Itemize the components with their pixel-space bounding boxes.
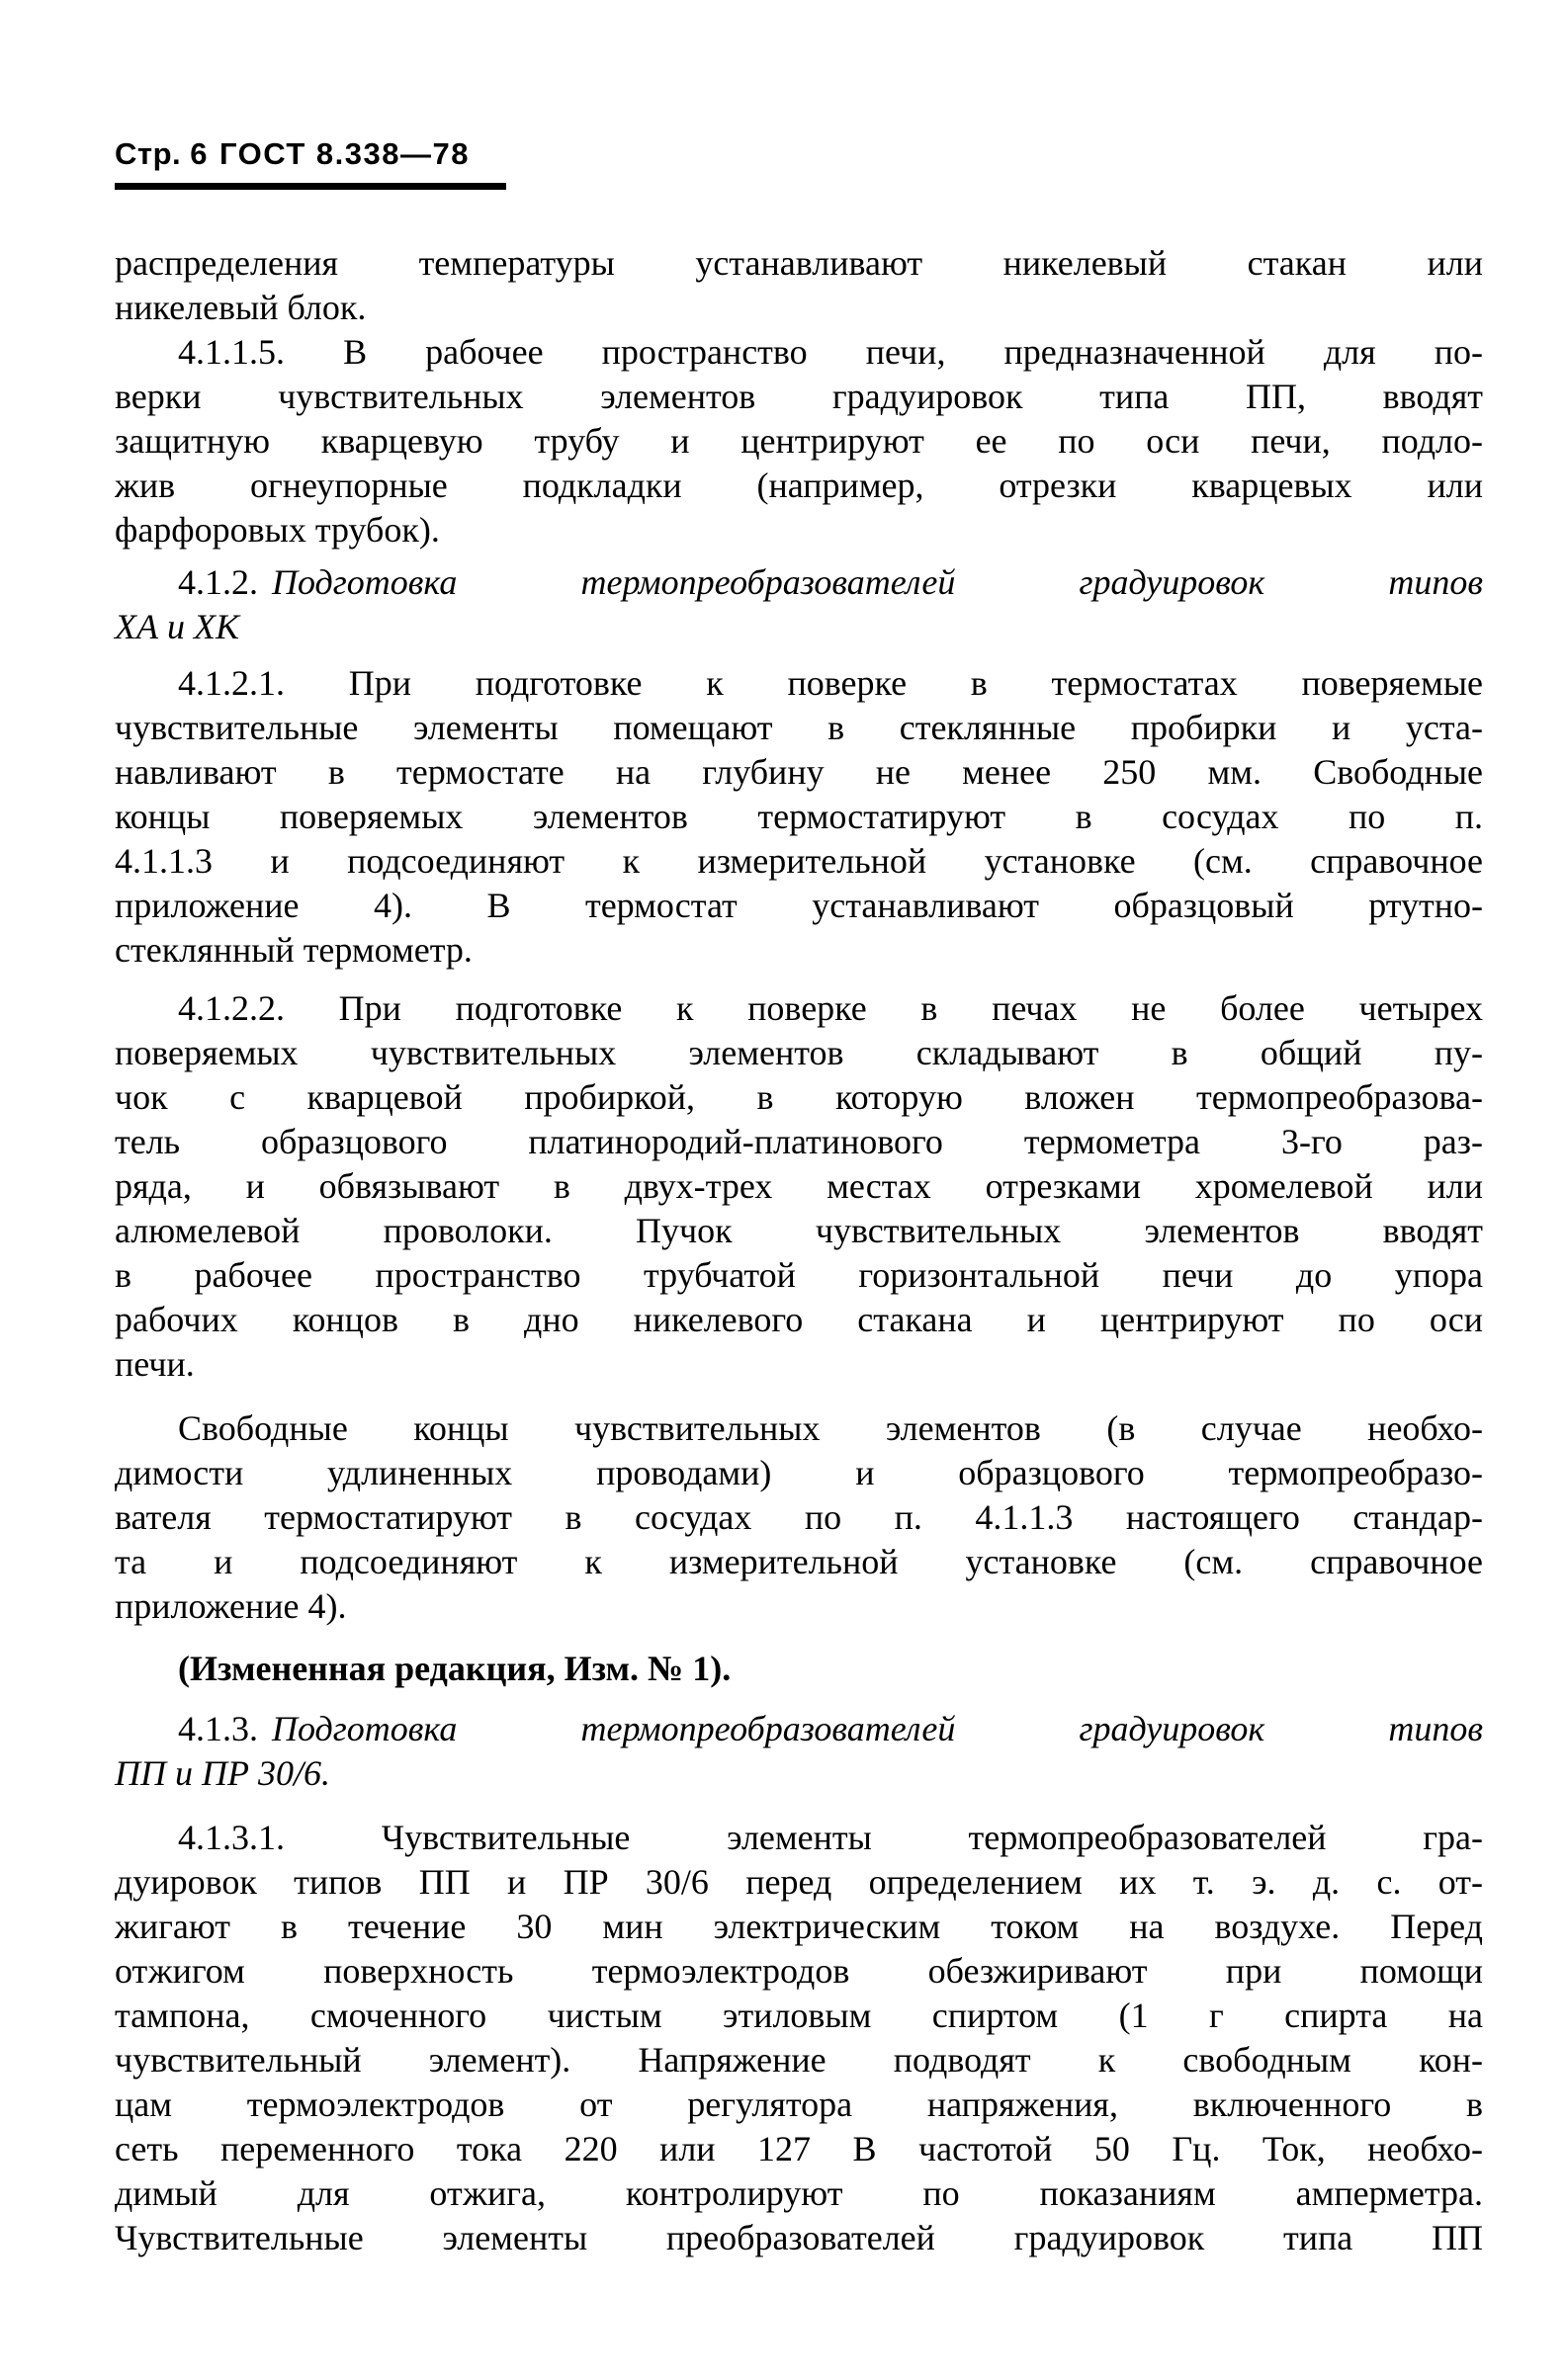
text-line: концы поверяемых элементов термостатируют в сосудах по п. <box>115 797 1483 836</box>
text-line <box>115 560 1483 605</box>
para-4-1-3-1 <box>115 1816 1483 2260</box>
clause-number: 4.1.3. <box>178 1709 258 1748</box>
text-line: ХА и ХК <box>115 607 239 646</box>
text-line: вателя термостатируют в сосудах по п. 4.1.1.3 настоящего стандар- <box>115 1497 1483 1537</box>
running-head <box>115 136 1483 172</box>
text-line: чок с кварцевой пробиркой, в которую вложен термопреобразова- <box>115 1077 1483 1117</box>
text-line: ПП и ПР 30/6. <box>115 1753 330 1793</box>
text-line: рабочих концов в дно никелевого стакана и центрируют по оси <box>115 1300 1483 1339</box>
para-heading-4-1-2 <box>115 560 1483 649</box>
text-line: жив огнеупорные подкладки (например, отрезки кварцевых или <box>115 466 1483 505</box>
text-line: распределения температуры устанавливают никелевый стакан или <box>115 243 1483 283</box>
text-line: приложение 4). <box>115 1586 347 1626</box>
text-line: тампона, смоченного чистым этиловым спиртом (1 г спирта на <box>115 1996 1483 2035</box>
text-line: Свободные концы чувствительных элементов (в случае необхо- <box>178 1408 1483 1448</box>
text-line: печи. <box>115 1344 195 1384</box>
text-line: отжигом поверхность термоэлектродов обезжиривают при помощи <box>115 1951 1483 1991</box>
text-line: (Измененная редакция, Изм. № 1). <box>178 1649 732 1688</box>
text-line: та и подсоединяют к измерительной установке (см. справочное <box>115 1542 1483 1581</box>
text-line: навливают в термостате на глубину не менее 250 мм. Свободные <box>115 752 1483 792</box>
text-line: стеклянный термометр. <box>115 930 473 970</box>
para-amendment-note <box>115 1647 1483 1691</box>
text-line <box>115 1707 1483 1751</box>
text-line: димости удлиненных проводами) и образцового термопреобразо- <box>115 1453 1483 1492</box>
text-line: Чувствительные элементы преобразователей градуировок типа ПП <box>115 2218 1483 2257</box>
text-line: дуировок типов ПП и ПР 30/6 перед определением их т. э. д. с. от- <box>115 1862 1483 1902</box>
text-line: 4.1.2.1. При подготовке к поверке в термостатах поверяемые <box>178 663 1483 703</box>
page-header <box>115 136 1483 190</box>
text-line: в рабочее пространство трубчатой горизонтальной печи до упора <box>115 1255 1483 1295</box>
text-line: 4.1.1.3 и подсоединяют к измерительной установке (см. справочное <box>115 841 1483 881</box>
text-line: ряда, и обвязывают в двух-трех местах отрезками хромелевой или <box>115 1166 1483 1206</box>
heading-text: Подготовка термопреобразователей градуировок типов <box>272 562 1483 602</box>
text-line: чувствительные элементы помещают в стеклянные пробирки и уста- <box>115 708 1483 747</box>
text-line: 4.1.3.1. Чувствительные элементы термопреобразователей гра- <box>178 1818 1483 1857</box>
para-free-ends <box>115 1406 1483 1629</box>
para-4-1-2-1 <box>115 661 1483 973</box>
text-line: димый для отжига, контролируют по показаниям амперметра. <box>115 2173 1483 2213</box>
text-line: сеть переменного тока 220 или 127 В частотой 50 Гц. Ток, необхо- <box>115 2129 1483 2168</box>
text-line: никелевый блок. <box>115 288 367 327</box>
document-id: ГОСТ 8.338—78 <box>218 136 470 171</box>
text-line: верки чувствительных элементов градуировок типа ПП, вводят <box>115 377 1483 416</box>
text-line: алюмелевой проволоки. Пучок чувствительных элементов вводят <box>115 1211 1483 1250</box>
text-line: защитную кварцевую трубу и центрируют ее по оси печи, подло- <box>115 421 1483 461</box>
para-4-1-2-2 <box>115 986 1483 1387</box>
document-body <box>115 241 1483 2260</box>
page-number-label: Стр. 6 <box>115 136 208 171</box>
text-line: поверяемых чувствительных элементов складывают в общий пу- <box>115 1033 1483 1072</box>
text-line: 4.1.1.5. В рабочее пространство печи, предназначенной для по- <box>178 332 1483 372</box>
para-heading-4-1-3 <box>115 1707 1483 1796</box>
text-line: фарфоровых трубок). <box>115 510 440 550</box>
text-line: тель образцового платинородий-платинового термометра 3-го раз- <box>115 1122 1483 1161</box>
clause-number: 4.1.2. <box>178 562 258 602</box>
para-continuation <box>115 241 1483 330</box>
text-line: приложение 4). В термостат устанавливают образцовый ртутно- <box>115 886 1483 925</box>
text-line: жигают в течение 30 мин электрическим током на воздухе. Перед <box>115 1907 1483 1946</box>
header-rule <box>115 183 506 190</box>
para-4-1-1-5 <box>115 330 1483 552</box>
text-line: чувствительный элемент). Напряжение подводят к свободным кон- <box>115 2040 1483 2080</box>
text-line: цам термоэлектродов от регулятора напряжения, включенного в <box>115 2084 1483 2124</box>
heading-text: Подготовка термопреобразователей градуировок типов <box>272 1709 1483 1748</box>
text-line: 4.1.2.2. При подготовке к поверке в печах не более четырех <box>178 988 1483 1028</box>
